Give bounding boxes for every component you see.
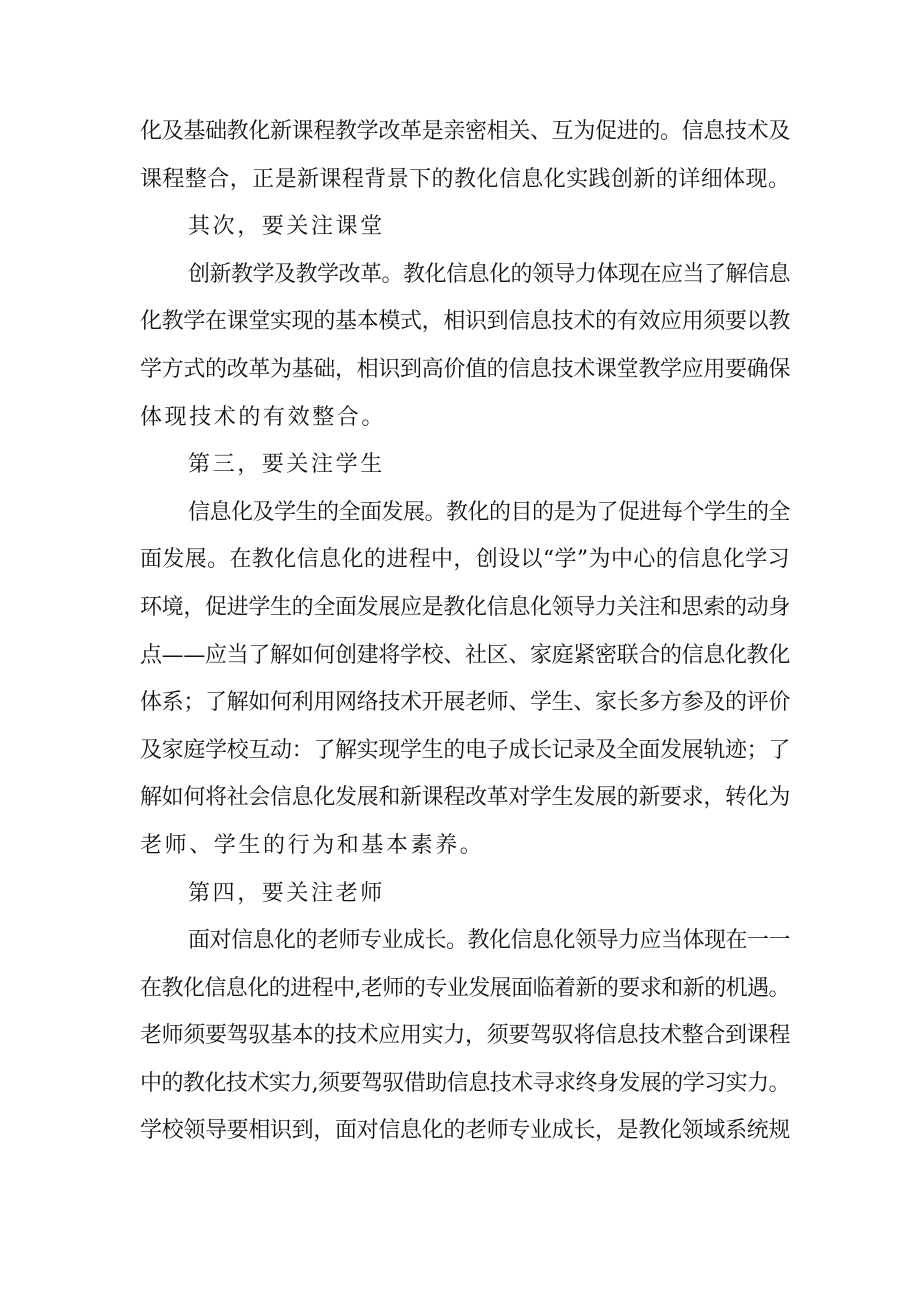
section-heading-classroom: [140, 203, 790, 251]
text-line: 中的教化技术实力,须要驾驭借助信息技术寻求终身发展的学习实力。: [140, 1070, 790, 1096]
text-line: 在教化信息化的进程中,老师的专业发展面临着新的要求和新的机遇。: [140, 975, 790, 1001]
text-line: 化及基础教化新课程教学改革是亲密相关、互为促进的。信息技术及: [140, 119, 791, 144]
document-body: [140, 108, 790, 1155]
text-line: 课程整合，正是新课程背景下的教化信息化实践创新的详细体现。: [140, 166, 791, 192]
section-heading-teachers: [140, 870, 790, 918]
text-line: 老师须要驾驭基本的技术应用实力，须要驾驭将信息技术整合到课程: [140, 1023, 791, 1049]
text-line: 信息化及学生的全面发展。教化的目的是为了促进每个学生的全: [188, 499, 790, 525]
paragraph-continuation: [140, 108, 790, 203]
text-line: 环境，促进学生的全面发展应是教化信息化领导力关注和思索的动身: [140, 594, 791, 620]
heading-text: 第四，要关注老师: [188, 880, 385, 906]
text-line: 点——应当了解如何创建将学校、社区、家庭紧密联合的信息化教化: [140, 642, 791, 668]
paragraph-students: [140, 489, 790, 870]
paragraph-teachers: [140, 917, 790, 1155]
heading-text: 第三，要关注学生: [188, 452, 385, 478]
section-heading-students: [140, 441, 790, 489]
text-line: 学校领导要相识到，面对信息化的老师专业成长，是教化领域系统规: [140, 1118, 791, 1144]
text-line: 创新教学及教学改革。教化信息化的领导力体现在应当了解信息: [188, 261, 790, 287]
text-line: 化教学在课堂实现的基本模式，相识到信息技术的有效应用须要以教: [140, 309, 791, 335]
text-line: 体现技术的有效整合。: [140, 404, 387, 430]
text-line: 体系；了解如何利用网络技术开展老师、学生、家长多方参及的评价: [140, 690, 791, 716]
text-line: 解如何将社会信息化发展和新课程改革对学生发展的新要求，转化为: [140, 785, 791, 811]
paragraph-classroom: [140, 251, 790, 441]
text-line: 及家庭学校互动：了解实现学生的电子成长记录及全面发展轨迹；了: [140, 737, 791, 763]
heading-text: 其次，要关注课堂: [188, 214, 385, 240]
text-line: 老师、学生的行为和基本素养。: [140, 832, 485, 858]
text-line: 面发展。在教化信息化的进程中，创设以“学”为中心的信息化学习: [140, 547, 790, 573]
text-line: 学方式的改革为基础，相识到高价值的信息技术课堂教学应用要确保: [140, 356, 791, 382]
text-line: 面对信息化的老师专业成长。教化信息化领导力应当体现在一一: [188, 928, 790, 954]
